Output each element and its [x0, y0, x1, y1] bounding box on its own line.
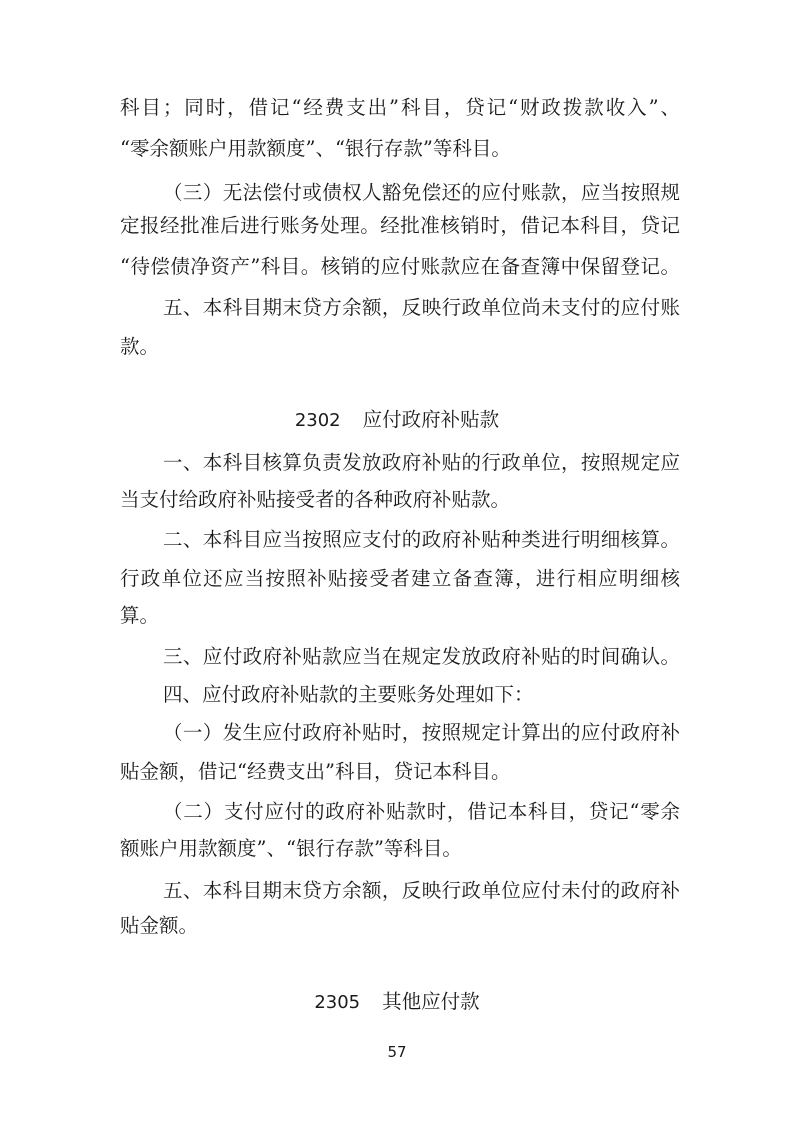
line-5: “待偿债净资产”科目。核销的应付账款应在备查簿中保留登记。	[120, 255, 680, 278]
line-16: 贴金额，借记“经费支出”科目，贷记本科目。	[120, 760, 511, 783]
line-19: 五、本科目期末贷方余额，反映行政单位应付未付的政府补	[163, 879, 680, 902]
line-18: 额账户用款额度”、“银行存款”等科目。	[120, 837, 462, 860]
section-code: 2302	[294, 410, 341, 431]
line-3: （三）无法偿付或债权人豁免偿还的应付账款，应当按照规	[163, 181, 680, 204]
line-6: 五、本科目期末贷方余额，反映行政单位尚未支付的应付账	[163, 296, 680, 319]
line-7: 款。	[120, 335, 160, 358]
section-heading-2302	[0, 408, 794, 433]
section-heading-2305	[0, 990, 794, 1015]
line-17: （二）支付应付的政府补贴款时，借记本科目，贷记“零余	[163, 800, 680, 823]
line-15: （一）发生应付政府补贴时，按照规定计算出的应付政府补	[163, 721, 680, 744]
section-code: 2305	[314, 992, 361, 1013]
line-9: 当支付给政府补贴接受者的各种政府补贴款。	[120, 488, 511, 511]
line-1: 科目；同时，借记“经费支出”科目，贷记“财政拨款收入”、	[120, 96, 680, 119]
line-14: 四、应付政府补贴款的主要账务处理如下：	[163, 683, 534, 706]
line-4: 定报经批准后进行账务处理。经批准核销时，借记本科目，贷记	[120, 214, 680, 237]
line-8: 一、本科目核算负责发放政府补贴的行政单位，按照规定应	[163, 451, 680, 474]
line-10: 二、本科目应当按照应支付的政府补贴种类进行明细核算。	[163, 528, 680, 551]
line-11: 行政单位还应当按照补贴接受者建立备查簿，进行相应明细核	[120, 567, 680, 590]
line-20: 贴金额。	[120, 914, 199, 937]
page-number: 57	[387, 1043, 407, 1061]
line-12: 算。	[120, 604, 160, 627]
section-title: 其他应付款	[382, 990, 480, 1013]
section-title: 应付政府补贴款	[362, 408, 500, 431]
line-2: “零余额账户用款额度”、“银行存款”等科目。	[120, 137, 511, 160]
line-13: 三、应付政府补贴款应当在规定发放政府补贴的时间确认。	[163, 645, 680, 668]
